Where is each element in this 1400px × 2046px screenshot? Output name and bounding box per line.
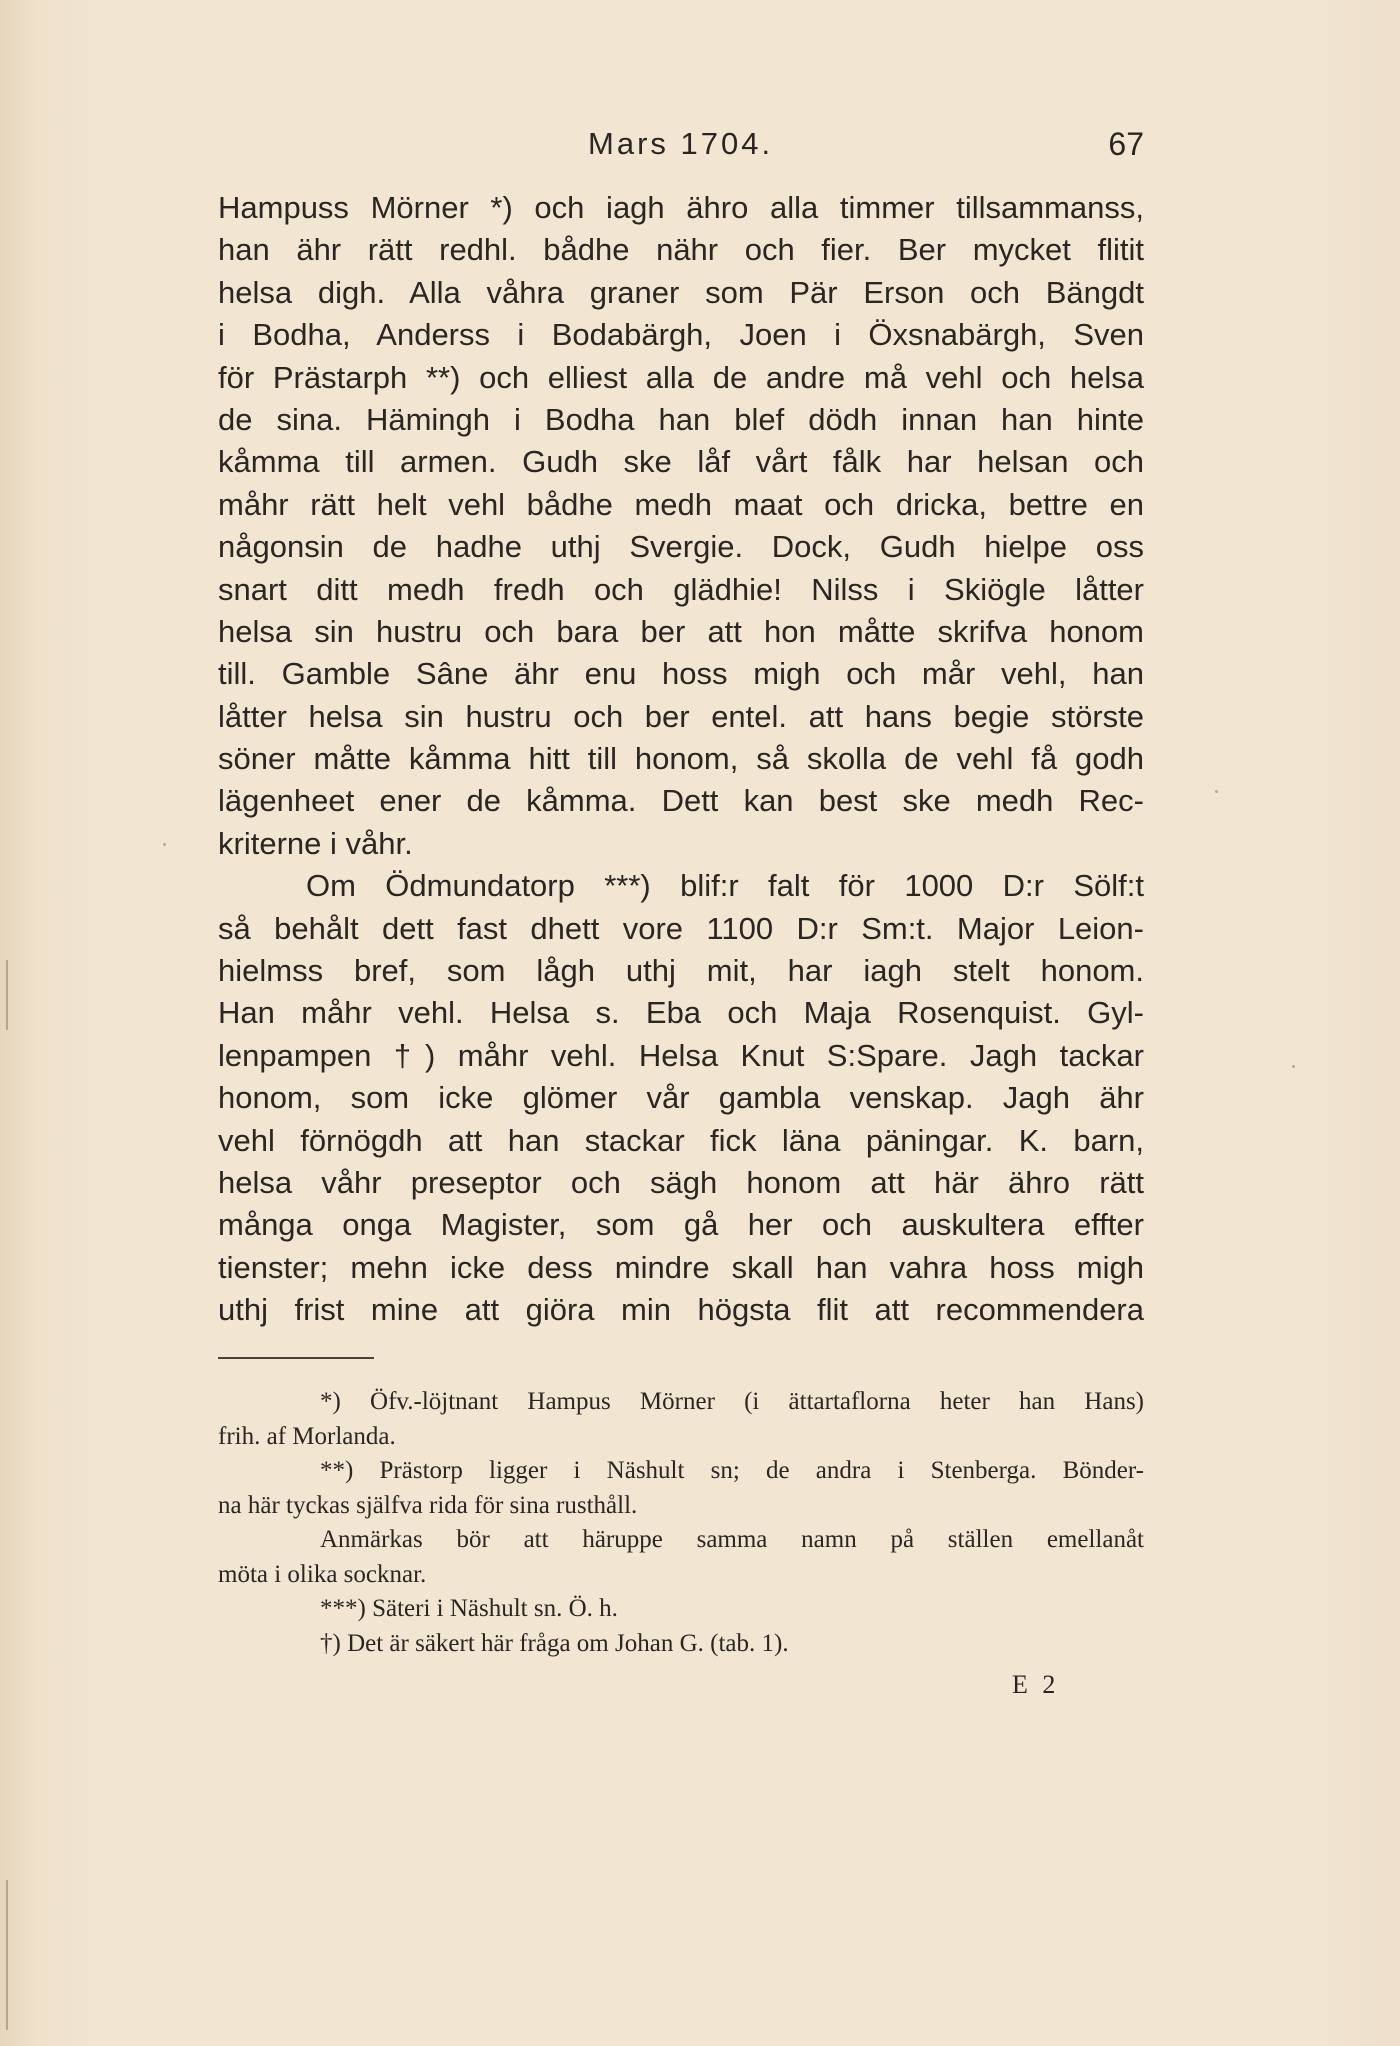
text-line: kåmma till armen. Gudh ske låf vårt fålk har helsan och (218, 444, 1144, 480)
text-line: lenpampen †) måhr vehl. Helsa Knut S:Spare. Jagh tackar (218, 1037, 1144, 1073)
text-line: han ähr rätt redhl. bådhe nähr och fier. Ber mycket flitit (218, 232, 1144, 268)
footnote-line: †) Det är säkert här fråga om Johan G. (tab. 1). (320, 1629, 789, 1657)
footnote-line: *) Öfv.-löjtnant Hampus Mörner (i ättartaflorna heter han Hans) (320, 1388, 1144, 1415)
running-title: Mars 1704. (588, 126, 774, 161)
text-line: tienster; mehn icke dess mindre skall han vahra hoss migh (218, 1249, 1144, 1285)
footnotes (218, 1385, 1144, 1661)
text-line: till. Gamble Sâne ähr enu hoss migh och mår vehl, han (218, 656, 1144, 692)
text-line: någonsin de hadhe uthj Svergie. Dock, Gudh hielpe oss (218, 529, 1144, 565)
binding-mark (6, 1880, 8, 2030)
text-line: helsa digh. Alla våhra graner som Pär Erson och Bängdt (218, 274, 1144, 310)
text-line-paragraph-start: Om Ödmundatorp ***) blif:r falt för 1000 D:r Sölf:t (306, 868, 1144, 904)
text-line: lägenheet ener de kåmma. Dett kan best ske medh Rec- (218, 783, 1144, 819)
footnote-divider (218, 1357, 374, 1359)
text-line: så behålt dett fast dhett vore 1100 D:r Sm:t. Major Leion- (218, 910, 1144, 946)
running-header (218, 126, 1144, 166)
text-line: i Bodha, Anderss i Bodabärgh, Joen i Öxsnabärgh, Sven (218, 317, 1144, 353)
paper-speck (1215, 790, 1218, 793)
text-line: hielmss bref, som lågh uthj mit, har iagh stelt honom. (218, 953, 1144, 989)
footnote-line: möta i olika socknar. (218, 1560, 427, 1588)
text-line: kriterne i våhr. (218, 825, 413, 861)
text-line: för Prästarph **) och elliest alla de andre må vehl och helsa (218, 359, 1144, 395)
text-line: Hampuss Mörner *) och iagh ähro alla timmer tillsammanss, (218, 190, 1144, 225)
text-line: låtter helsa sin hustru och ber entel. att hans begie störste (218, 698, 1144, 734)
printer-signature-mark: E 2 (1012, 1670, 1060, 1699)
page-number: 67 (1108, 126, 1144, 162)
text-line: helsa sin hustru och bara ber att hon måtte skrifva honom (218, 613, 1144, 649)
text-line: snart ditt medh fredh och glädhie! Nilss i Skiögle låtter (218, 571, 1144, 607)
footnote-line: Anmärkas bör att häruppe samma namn på ställen emellanåt (320, 1526, 1144, 1553)
text-line: uthj frist mine att giöra min högsta flit att recommendera (218, 1292, 1144, 1328)
letter-body (218, 187, 1144, 1332)
text-line: helsa våhr preseptor och sägh honom att här ähro rätt (218, 1164, 1144, 1200)
footnote-line: **) Prästorp ligger i Näshult sn; de andra i Stenberga. Bönder- (320, 1457, 1144, 1484)
binding-mark (6, 960, 8, 1030)
text-line: många onga Magister, som gå her och auskultera effter (218, 1207, 1144, 1243)
text-line: vehl förnögdh att han stackar fick läna päningar. K. barn, (218, 1122, 1144, 1158)
paper-speck (163, 843, 166, 846)
text-line: måhr rätt helt vehl bådhe medh maat och dricka, bettre en (218, 486, 1144, 522)
footnote-line: ***) Säteri i Näshult sn. Ö. h. (320, 1595, 618, 1622)
paper-speck (1292, 1065, 1295, 1068)
text-line: de sina. Hämingh i Bodha han blef dödh innan han hinte (218, 401, 1144, 437)
text-line: Han måhr vehl. Helsa s. Eba och Maja Rosenquist. Gyl- (218, 995, 1144, 1031)
footnote-line: frih. af Morlanda. (218, 1422, 396, 1450)
footnote-line: na här tyckas själfva rida för sina rusthåll. (218, 1491, 638, 1519)
text-line: honom, som icke glömer vår gambla venskap. Jagh ähr (218, 1080, 1144, 1116)
text-line: söner måtte kåmma hitt till honom, så skolla de vehl få godh (218, 741, 1144, 777)
